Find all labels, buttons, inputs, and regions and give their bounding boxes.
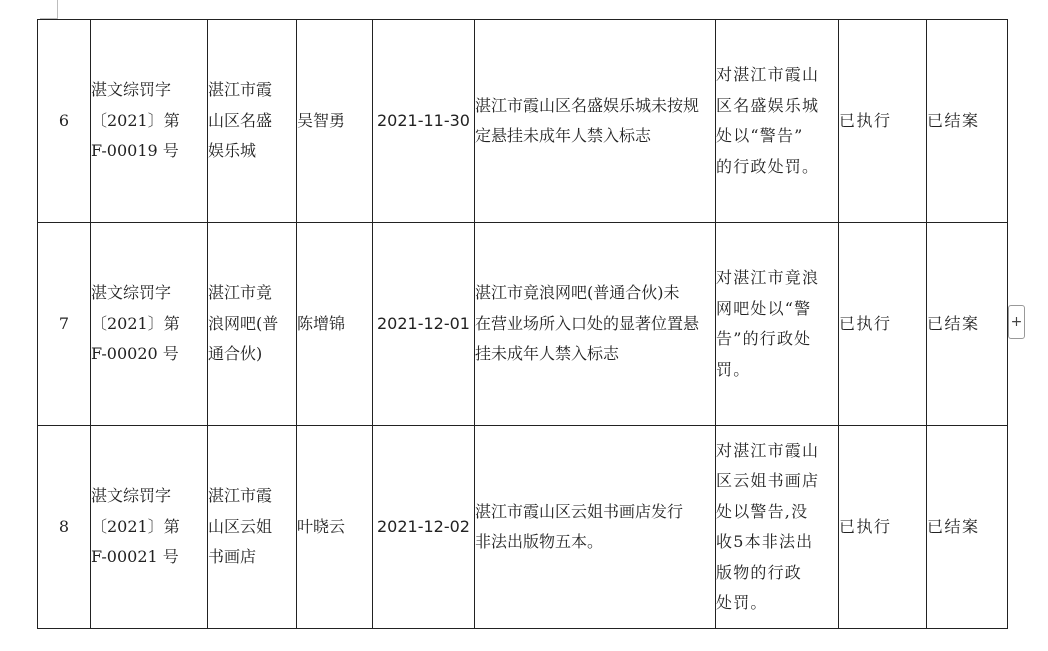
party-name-line: 通合伙): [208, 344, 263, 364]
document-number-line: F-00020 号: [91, 344, 179, 364]
representative-cell: 吴智勇: [297, 20, 373, 223]
party-name-cell: [208, 426, 297, 629]
penalty-decision-line: 对湛江市竟浪: [716, 268, 820, 287]
row-number-cell: 6: [38, 20, 91, 223]
case-status-cell: 已结案: [927, 223, 1008, 426]
table-row: [38, 223, 1008, 426]
violation-fact-line: 湛江市竟浪网吧(普通合伙)未: [475, 283, 680, 303]
penalty-decision-line: 收5本非法出: [716, 532, 814, 551]
party-name-line: 山区名盛: [208, 110, 273, 130]
add-row-button[interactable]: +: [1008, 305, 1025, 339]
penalty-decision-cell: [716, 20, 839, 223]
penalty-decision-line: 对湛江市霞山: [716, 65, 820, 84]
violation-fact-line: 定悬挂未成年人禁入标志: [475, 126, 652, 145]
case-status-cell: 已结案: [927, 426, 1008, 629]
table-row: [38, 20, 1008, 223]
penalty-table: [37, 19, 1008, 629]
penalty-decision-line: 处以“警告”: [716, 126, 804, 145]
party-name-line: 湛江市霞: [208, 486, 273, 506]
party-name-line: 湛江市霞: [208, 80, 273, 100]
decision-date-cell: 2021-12-02: [373, 426, 475, 629]
document-number-line: 〔2021〕第: [91, 516, 180, 536]
document-number-line: 湛文综罚字: [91, 80, 172, 100]
party-name-line: 浪网吧(普: [208, 313, 279, 333]
penalty-decision-line: 罚。: [716, 359, 751, 379]
party-name-line: 山区云姐: [208, 516, 273, 536]
case-status-cell: 已结案: [927, 20, 1008, 223]
page-corner-mark: [57, 0, 58, 18]
violation-fact-line: 在营业场所入口处的显著位置悬: [475, 313, 700, 333]
document-number-line: 湛文综罚字: [91, 283, 172, 303]
row-number-cell: 7: [38, 223, 91, 426]
decision-date-cell: 2021-12-01: [373, 223, 475, 426]
penalty-decision-cell: [716, 426, 839, 629]
document-number-cell: [91, 20, 208, 223]
violation-fact-line: 湛江市霞山区名盛娱乐城未按规: [475, 95, 700, 115]
penalty-decision-line: 对湛江市霞山: [716, 440, 820, 460]
penalty-decision-line: 处以警告,没: [716, 501, 809, 521]
document-number-line: 湛文综罚字: [91, 486, 172, 506]
penalty-decision-line: 的行政处罚。: [716, 156, 820, 176]
penalty-decision-line: 处罚。: [716, 593, 768, 612]
penalty-decision-line: 区名盛娱乐城: [716, 95, 820, 115]
violation-fact-line: 非法出版物五本。: [475, 532, 604, 551]
document-number-cell: [91, 223, 208, 426]
document-number-line: F-00019 号: [91, 141, 179, 161]
violation-fact-cell: [475, 223, 716, 426]
violation-fact-line: 挂未成年人禁入标志: [475, 344, 620, 364]
document-number-line: 〔2021〕第: [91, 313, 180, 333]
party-name-line: 湛江市竟: [208, 283, 273, 303]
penalty-decision-line: 网吧处以“警: [716, 298, 812, 318]
document-number-line: F-00021 号: [91, 547, 179, 567]
penalty-decision-cell: [716, 223, 839, 426]
penalty-decision-line: 区云姐书画店: [716, 471, 820, 490]
table-row: [38, 426, 1008, 629]
party-name-line: 书画店: [208, 547, 257, 567]
row-number-cell: 8: [38, 426, 91, 629]
execution-status-cell: 已执行: [839, 426, 927, 629]
representative-cell: 叶晓云: [297, 426, 373, 629]
party-name-cell: [208, 223, 297, 426]
party-name-line: 娱乐城: [208, 141, 257, 161]
decision-date-cell: 2021-11-30: [373, 20, 475, 223]
document-number-cell: [91, 426, 208, 629]
penalty-decision-line: 版物的行政: [716, 562, 803, 582]
penalty-decision-line: 告”的行政处: [716, 329, 812, 348]
execution-status-cell: 已执行: [839, 20, 927, 223]
party-name-cell: [208, 20, 297, 223]
representative-cell: 陈增锦: [297, 223, 373, 426]
execution-status-cell: 已执行: [839, 223, 927, 426]
document-number-line: 〔2021〕第: [91, 110, 180, 130]
violation-fact-cell: [475, 426, 716, 629]
violation-fact-line: 湛江市霞山区云姐书画店发行: [475, 501, 684, 521]
violation-fact-cell: [475, 20, 716, 223]
